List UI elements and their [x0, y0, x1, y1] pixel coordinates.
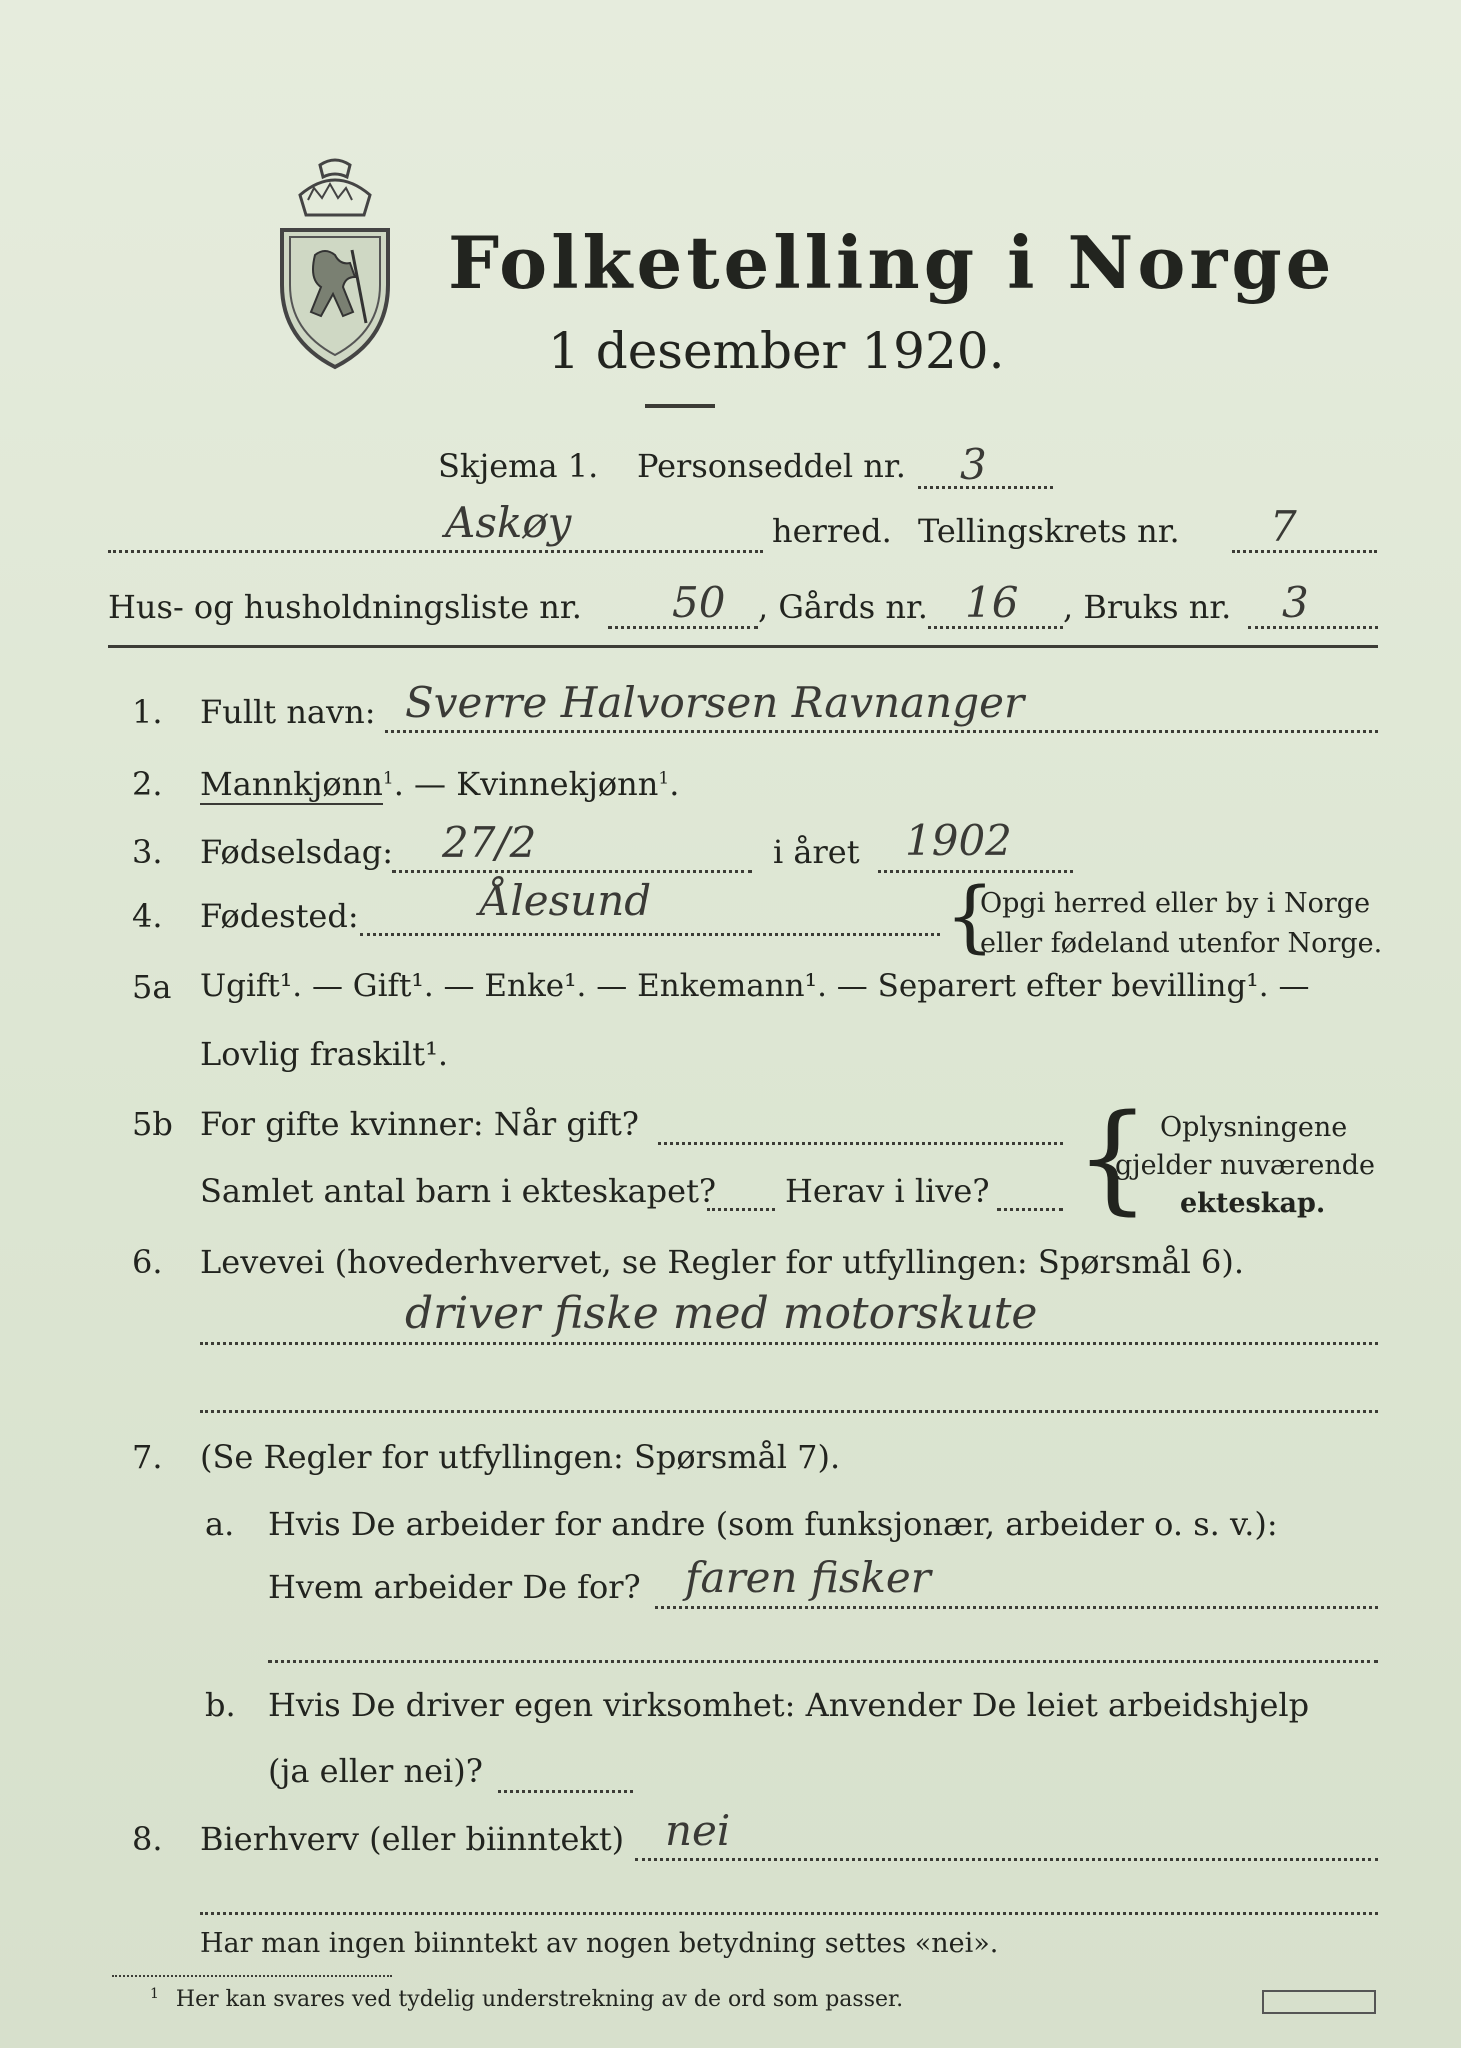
form-title: Folketelling i Norge — [448, 220, 1336, 305]
hus-label: Hus- og husholdningsliste nr. — [108, 588, 582, 626]
q7b-line1: Hvis De driver egen virksomhet: Anvender De leiet arbeidshjelp — [268, 1686, 1310, 1724]
q7a-letter: a. — [205, 1505, 235, 1543]
q5b-brace: { — [1075, 1088, 1151, 1226]
tellingskrets-label: Tellingskrets nr. — [918, 512, 1180, 550]
bruks-value: 3 — [1282, 578, 1309, 627]
q4-number: 4. — [132, 897, 163, 935]
gards-value: 16 — [965, 578, 1019, 627]
full-name-field[interactable] — [385, 730, 1378, 733]
bruks-field[interactable] — [1248, 626, 1378, 629]
side-income-field-2[interactable] — [200, 1912, 1378, 1915]
q7a-line1: Hvis De arbeider for andre (som funksjonær, arbeider o. s. v.): — [268, 1505, 1278, 1543]
footnote: $^1$ Her kan svares ved tydelig understrekning av de ord som passer. — [150, 1986, 904, 2013]
q8-number: 8. — [132, 1820, 163, 1858]
q5b-note-3: ekteskap. — [1180, 1188, 1326, 1219]
gards-label: , Gårds nr. — [758, 588, 928, 626]
birthdate-field[interactable] — [392, 870, 752, 873]
birthplace-field[interactable] — [360, 933, 940, 936]
q5b-note-2: gjelder nuværende — [1115, 1150, 1375, 1181]
employer-field-2[interactable] — [268, 1660, 1378, 1663]
hired-help-field[interactable] — [498, 1790, 633, 1793]
q4-note-2: eller fødeland utenfor Norge. — [980, 928, 1383, 959]
coat-of-arms-icon — [270, 155, 400, 370]
footer-divider — [112, 1975, 392, 1977]
q7b-letter: b. — [205, 1686, 236, 1724]
birthdate-value: 27/2 — [442, 818, 537, 867]
male-option[interactable]: Mannkjønn — [200, 765, 383, 803]
q3-number: 3. — [132, 833, 163, 871]
q7-number: 7. — [132, 1438, 163, 1476]
occupation-field[interactable] — [200, 1342, 1378, 1345]
children-alive-field[interactable] — [997, 1208, 1063, 1211]
q5a-number: 5a — [132, 968, 172, 1006]
q8-label: Bierhverv (eller biinntekt) — [200, 1820, 625, 1858]
hus-value: 50 — [672, 578, 726, 627]
q1-label: Fullt navn: — [200, 693, 376, 731]
q3-label: Fødselsdag: — [200, 833, 394, 871]
married-when-field[interactable] — [658, 1142, 1063, 1145]
employer-field[interactable] — [655, 1606, 1378, 1609]
skjema-label: Skjema 1. — [438, 447, 599, 485]
herred-field[interactable] — [108, 550, 763, 553]
occupation-value: driver fiske med motorskute — [405, 1288, 1038, 1339]
q6-number: 6. — [132, 1243, 163, 1281]
children-total-label: Samlet antal barn i ekteskapet? — [200, 1172, 717, 1210]
q7b-line2: (ja eller nei)? — [268, 1752, 483, 1790]
children-alive-label: Herav i live? — [785, 1172, 990, 1210]
herred-value: Askøy — [445, 498, 572, 547]
birth-year-label: i året — [773, 833, 860, 871]
footer-note: Har man ingen biinntekt av nogen betydning settes «nei». — [200, 1928, 999, 1959]
q1-number: 1. — [132, 693, 163, 731]
marital-status-options[interactable]: Ugift¹. — Gift¹. — Enke¹. — Enkemann¹. — Separert efter bevilling¹. — — [200, 968, 1310, 1004]
header-divider — [108, 645, 1378, 648]
q7-label: (Se Regler for utfyllingen: Spørsmål 7). — [200, 1438, 841, 1476]
tellingskrets-field[interactable] — [1232, 550, 1377, 553]
printer-stamp — [1262, 1990, 1376, 2014]
married-when-label: For gifte kvinner: Når gift? — [200, 1105, 639, 1143]
form-date: 1 desember 1920. — [548, 322, 1005, 380]
employer-value: faren fisker — [685, 1553, 931, 1602]
q4-brace: { — [945, 872, 995, 962]
children-total-field[interactable] — [707, 1208, 775, 1211]
personseddel-value: 3 — [960, 440, 987, 489]
bruks-label: , Bruks nr. — [1063, 588, 1232, 626]
q4-label: Fødested: — [200, 897, 359, 935]
birthplace-value: Ålesund — [480, 876, 652, 925]
q5b-number: 5b — [132, 1105, 173, 1143]
title-divider — [645, 404, 715, 408]
q2-number: 2. — [132, 765, 163, 803]
q5b-note-1: Oplysningene — [1160, 1112, 1348, 1143]
q6-label: Levevei (hovederhvervet, se Regler for utfyllingen: Spørsmål 6). — [200, 1243, 1245, 1281]
female-option[interactable]: Kvinnekjønn — [456, 765, 659, 803]
q7a-line2: Hvem arbeider De for? — [268, 1568, 641, 1606]
marital-status-options-2[interactable]: Lovlig fraskilt¹. — [200, 1035, 449, 1073]
q4-note-1: Opgi herred eller by i Norge — [980, 888, 1371, 919]
side-income-field[interactable] — [635, 1858, 1378, 1861]
side-income-value: nei — [665, 1806, 731, 1855]
personseddel-label: Personseddel nr. — [637, 447, 906, 485]
birth-year-value: 1902 — [905, 816, 1012, 865]
occupation-field-2[interactable] — [200, 1410, 1378, 1413]
full-name-value: Sverre Halvorsen Ravnanger — [405, 678, 1025, 727]
tellingskrets-value: 7 — [1270, 502, 1297, 551]
herred-label: herred. — [772, 512, 892, 550]
q2-sex: Mannkjønn$^1$. — Kvinnekjønn$^1$. — [200, 765, 680, 803]
